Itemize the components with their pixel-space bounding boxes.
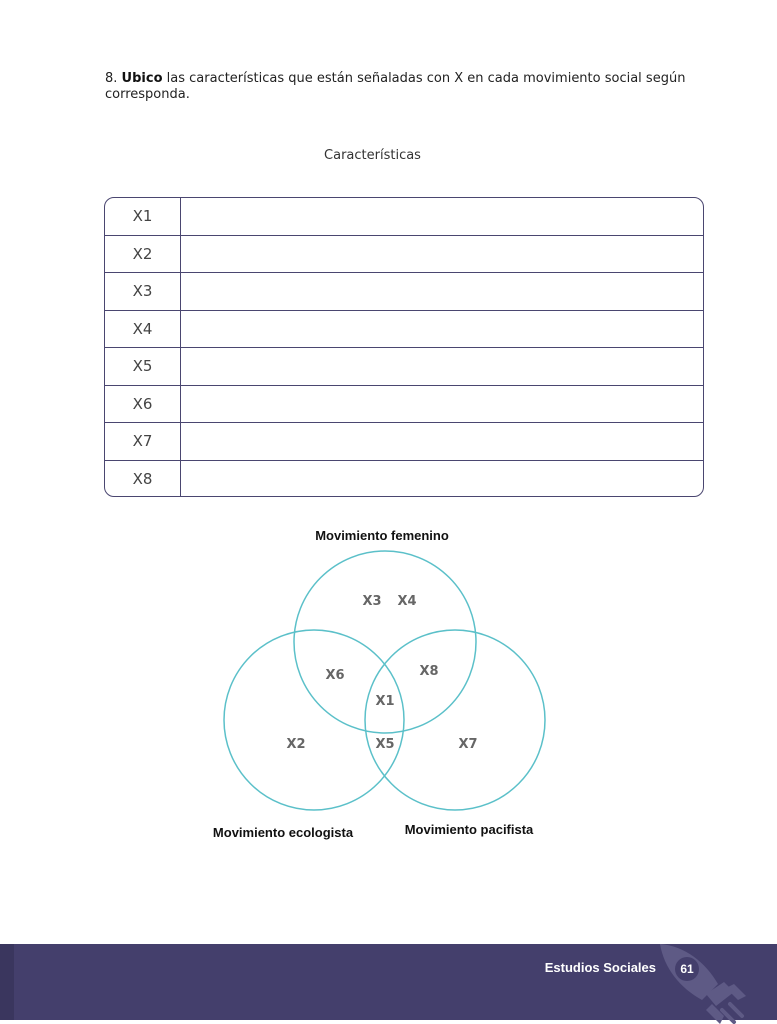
row-label: X1 — [105, 198, 181, 235]
activity-text: las características que están señaladas con X en cada movimiento social según corresponda. — [105, 71, 686, 102]
activity-instruction — [105, 71, 705, 103]
table-row — [105, 311, 703, 349]
venn-item: X3 — [362, 594, 382, 609]
answer-cell[interactable] — [181, 348, 703, 385]
table-row — [105, 236, 703, 274]
venn-label-left: Movimiento ecologista — [212, 825, 354, 840]
rocket-icon — [650, 944, 750, 1024]
venn-label-right: Movimiento pacifista — [404, 822, 534, 837]
venn-circle-left — [224, 630, 404, 810]
activity-number: 8. — [105, 71, 118, 86]
venn-item: X7 — [458, 737, 478, 752]
answer-cell[interactable] — [181, 386, 703, 423]
row-label: X5 — [105, 348, 181, 385]
row-label: X7 — [105, 423, 181, 460]
footer-subject: Estudios Sociales — [544, 960, 656, 975]
row-label: X4 — [105, 311, 181, 348]
venn-item: X8 — [419, 664, 439, 679]
footer-accent — [0, 944, 14, 1020]
activity-verb: Ubico — [121, 71, 163, 86]
venn-item: X4 — [397, 594, 417, 609]
venn-circle-right — [365, 630, 545, 810]
answer-cell[interactable] — [181, 236, 703, 273]
venn-item: X5 — [375, 737, 395, 752]
row-label: X6 — [105, 386, 181, 423]
table-row — [105, 386, 703, 424]
table-row — [105, 198, 703, 236]
venn-diagram — [0, 515, 777, 850]
row-label: X2 — [105, 236, 181, 273]
characteristics-table — [104, 197, 704, 497]
venn-circles — [224, 551, 545, 810]
page-number: 61 — [675, 957, 699, 981]
table-row — [105, 423, 703, 461]
answer-cell[interactable] — [181, 198, 703, 235]
answer-cell[interactable] — [181, 311, 703, 348]
venn-item: X6 — [325, 668, 345, 683]
answer-cell[interactable] — [181, 423, 703, 460]
venn-label-top: Movimiento femenino — [315, 528, 449, 543]
table-row — [105, 273, 703, 311]
table-row — [105, 461, 703, 498]
venn-item: X2 — [286, 737, 306, 752]
answer-cell[interactable] — [181, 461, 703, 498]
venn-item: X1 — [375, 694, 395, 709]
answer-cell[interactable] — [181, 273, 703, 310]
table-title: Características — [324, 148, 421, 163]
table-row — [105, 348, 703, 386]
row-label: X3 — [105, 273, 181, 310]
row-label: X8 — [105, 461, 181, 498]
